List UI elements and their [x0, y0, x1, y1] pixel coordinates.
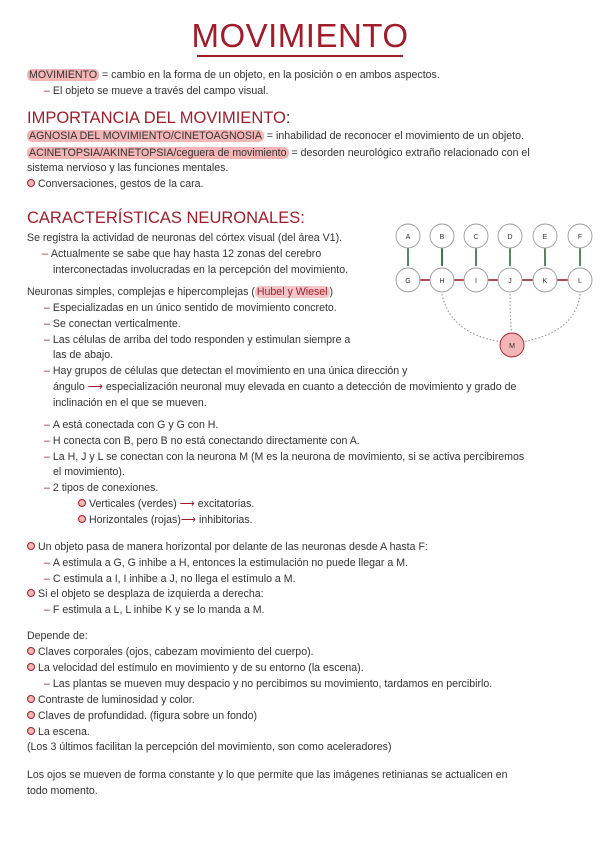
bullet-icon — [27, 727, 35, 735]
movimiento-sub: – El objeto se mueve a través del campo visual. — [44, 85, 269, 97]
movimiento-term: MOVIMIENTO — [29, 69, 98, 81]
bullet-icon — [27, 589, 35, 597]
neuron-top-d — [498, 224, 522, 248]
connection-to-m — [510, 294, 512, 336]
angulo-line: ángulo ⟶ especialización neuronal muy elevada en cuanto a detección de movimiento y grado de — [53, 381, 517, 393]
depende-item: La velocidad del estímulo en movimiento y de su entorno (la escena). — [27, 661, 364, 675]
neuron-top-e — [533, 224, 557, 248]
neuron-label: I — [475, 278, 477, 285]
bullet-icon — [78, 499, 86, 507]
list-item: – Se conectan verticalmente. — [44, 318, 181, 330]
connection-to-m — [442, 294, 502, 342]
neuron-bottom-j — [498, 268, 522, 292]
depende-item: La escena. — [27, 725, 90, 739]
neuron-label: K — [542, 278, 548, 285]
depende-sub: – Las plantas se mueven muy despacio y no percibimos su movimiento, tardamos en percibirlo. — [44, 678, 493, 690]
neuron-bottom-i — [464, 268, 488, 292]
bullet-icon — [78, 515, 86, 523]
importancia-bullet: Conversaciones, gestos de la cara. — [27, 177, 203, 191]
connection-item: – A está conectada con G y G con H. — [44, 419, 219, 431]
list-item: – Especializadas en un único sentido de movimiento concreto. — [44, 302, 337, 314]
caracteristicas-p1-sub-cont: interconectadas involucradas en la percepción del movimiento. — [53, 264, 349, 276]
bullet-icon — [27, 663, 35, 671]
arrow-right-icon: ⟶ — [179, 498, 195, 510]
neuron-diagram — [380, 212, 594, 362]
neuron-label: L — [578, 278, 582, 285]
agnosia-definition: AGNOSIA DEL MOVIMIENTO/CINETOAGNOSIA = inhabilidad de reconocer el movimiento de un objeto. — [29, 130, 524, 142]
ejemplo-bullet-2: Si el objeto se desplaza de izquierda a derecha: — [27, 587, 264, 601]
bullet-icon — [27, 179, 35, 187]
connection-item: – 2 tipos de conexiones. — [44, 482, 159, 494]
neuron-top-a — [396, 224, 420, 248]
depende-item: Claves de profundidad. (figura sobre un fondo) — [27, 709, 257, 723]
caracteristicas-p1: Se registra la actividad de neuronas del córtex visual (del área V1). — [27, 232, 343, 244]
arrow-right-icon: ⟶ — [180, 514, 197, 526]
neuron-label: F — [577, 234, 583, 241]
neuron-label: D — [507, 234, 513, 241]
final-paragraph: Los ojos se mueven de forma constante y lo que permite que las imágenes retinianas se actualicen en — [27, 769, 508, 781]
neuron-label: B — [439, 234, 445, 241]
list-item: – Hay grupos de células que detectan el movimiento en una única dirección y — [44, 365, 408, 377]
ejemplo-sub: – A estimula a G, G inhibe a H, entonces la estimulación no puede llegar a M. — [44, 557, 408, 569]
neuron-m — [500, 333, 524, 357]
neuron-bottom-l — [568, 268, 592, 292]
page-title: MOVIMIENTO — [191, 17, 409, 54]
neuron-label: E — [542, 234, 548, 241]
acinetopsia-definition: ACINETOPSIA/AKINETOPSIA/ceguera de movimiento = desorden neurológico extraño relacionado con el — [29, 147, 530, 159]
bullet-icon — [27, 542, 35, 550]
connection-item-cont: el movimiento). — [53, 466, 125, 478]
arrow-right-icon: ⟶ — [87, 381, 103, 393]
neuronas-line: Neuronas simples, complejas e hipercomplejas ( Hubel y Wiesel ) — [27, 286, 334, 298]
agnosia-term: AGNOSIA DEL MOVIMIENTO/CINETOAGNOSIA — [29, 130, 262, 142]
depende-note: (Los 3 últimos facilitan la percepción del movimiento, son como aceleradores) — [27, 741, 392, 753]
ejemplo-sub: – C estimula a I, I inhibe a J, no llega el estímulo a M. — [44, 573, 296, 585]
angulo-line-cont: inclinación en el que se mueven. — [53, 397, 207, 409]
title-underline — [197, 55, 403, 57]
depende-heading: Depende de: — [27, 630, 88, 642]
tipo-horizontales: Horizontales (rojas)⟶ inhibitorias. — [78, 513, 253, 527]
list-item-cont: las de abajo. — [53, 349, 114, 361]
neuron-top-b — [430, 224, 454, 248]
neuron-top-f — [568, 224, 592, 248]
connection-item: – La H, J y L se conectan con la neurona M (M es la neurona de movimiento, si se activa percibiremos — [44, 451, 525, 463]
neuron-bottom-k — [533, 268, 557, 292]
connection-item: – H conecta con B, pero B no está conectando directamente con A. — [44, 435, 360, 447]
neuron-label: G — [405, 278, 411, 285]
hubel-wiesel-highlight: Hubel y Wiesel — [256, 286, 328, 298]
neuron-bottom-h — [430, 268, 454, 292]
neuron-label: J — [508, 278, 512, 285]
bullet-icon — [27, 695, 35, 703]
depende-item: Claves corporales (ojos, cabezam movimiento del cuerpo). — [27, 645, 314, 659]
ejemplo-sub: – F estimula a L, L inhibe K y se lo manda a M. — [44, 604, 265, 616]
bullet-icon — [27, 647, 35, 655]
tipo-verticales: Verticales (verdes) ⟶ excitatorias. — [78, 497, 254, 511]
acinetopsia-term: ACINETOPSIA/AKINETOPSIA/ceguera de movimiento — [29, 147, 287, 159]
neuron-bottom-g — [396, 268, 420, 292]
caracteristicas-heading: CARACTERÍSTICAS NEURONALES: — [27, 209, 305, 227]
acinetopsia-definition-cont: sistema nervioso y las funciones mentales. — [27, 162, 229, 174]
importancia-heading: IMPORTANCIA DEL MOVIMIENTO: — [27, 109, 291, 127]
neuron-label: M — [509, 343, 515, 350]
neuron-top-c — [464, 224, 488, 248]
final-paragraph-cont: todo momento. — [27, 785, 98, 797]
bullet-icon — [27, 711, 35, 719]
neuron-label: A — [405, 234, 411, 241]
movimiento-definition: MOVIMIENTO = cambio en la forma de un objeto, en la posición o en ambos aspectos. — [29, 69, 440, 81]
connection-to-m — [522, 294, 580, 342]
ejemplo-bullet-1: Un objeto pasa de manera horizontal por delante de las neuronas desde A hasta F: — [27, 540, 428, 554]
neuron-label: H — [439, 278, 445, 285]
depende-item: Contraste de luminosidad y color. — [27, 693, 195, 707]
caracteristicas-p1-sub: – Actualmente se sabe que hay hasta 12 zonas del cerebro — [42, 248, 322, 260]
neuron-label: C — [473, 234, 479, 241]
list-item: – Las células de arriba del todo responden y estimulan siempre a — [44, 334, 351, 346]
